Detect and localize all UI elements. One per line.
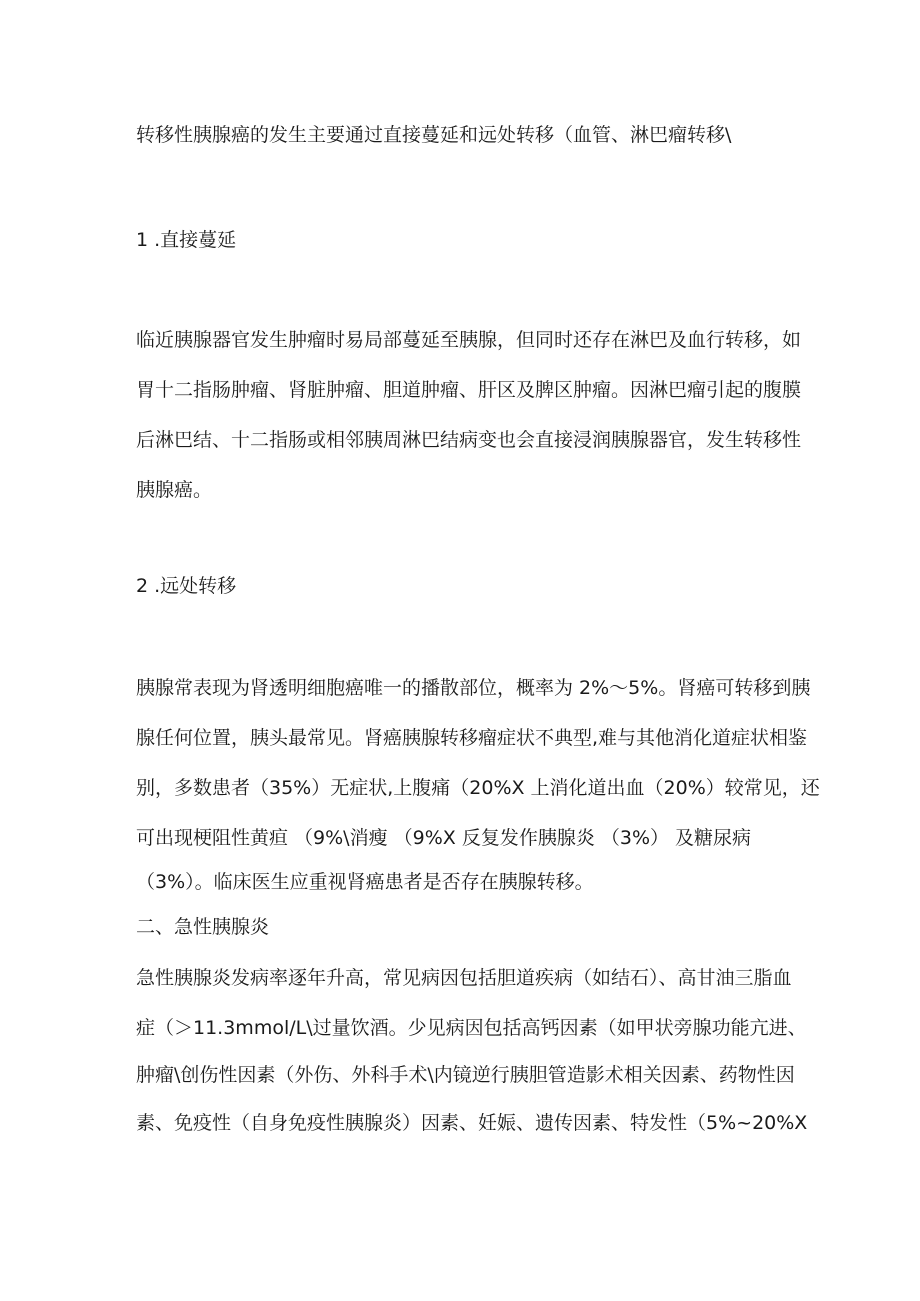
paragraph-line: 肿瘤\创伤性因素（外伤、外科手术\内镜逆行胰胆管造影术相关因素、药物性因 [136, 1064, 795, 1086]
paragraph-line: 素、免疫性（自身免疫性胰腺炎）因素、妊娠、遗传因素、特发性（5%~20%X [136, 1112, 808, 1134]
paragraph-line: 腺任何位置，胰头最常见。肾癌胰腺转移瘤症状不典型,难与其他消化道症状相鉴 [136, 727, 808, 749]
paragraph-line: 临近胰腺器官发生肿瘤时易局部蔓延至胰腺，但同时还存在淋巴及血行转移，如 [136, 329, 802, 351]
intro-line: 转移性胰腺癌的发生主要通过直接蔓延和远处转移（血管、淋巴瘤转移\ [136, 124, 732, 146]
section-heading-direct-spread: 1 .直接蔓延 [136, 229, 237, 251]
paragraph-line: 症（＞11.3mmol/L\过量饮酒。少见病因包括高钙因素（如甲状旁腺功能亢进、 [136, 1017, 807, 1039]
paragraph-line: 胰腺常表现为肾透明细胞癌唯一的播散部位，概率为 2%～5%。肾癌可转移到胰 [136, 677, 811, 699]
paragraph-line: 胃十二指肠肿瘤、肾脏肿瘤、胆道肿瘤、肝区及脾区肿瘤。因淋巴瘤引起的腹膜 [136, 379, 802, 401]
section-heading-distant-metastasis: 2 .远处转移 [136, 575, 237, 597]
section-heading-acute-pancreatitis: 二、急性胰腺炎 [136, 916, 270, 938]
paragraph-line: 胰腺癌。 [136, 479, 213, 501]
paragraph-line: 可出现梗阻性黄疸 （9%\消瘦 （9%X 反复发作胰腺炎 （3%） 及糖尿病 [136, 827, 752, 849]
paragraph-line: （3%）。临床医生应重视肾癌患者是否存在胰腺转移。 [136, 871, 594, 893]
paragraph-line: 别，多数患者（35%）无症状,上腹痛（20%X 上消化道出血（20%）较常见，还 [136, 777, 820, 799]
paragraph-line: 后淋巴结、十二指肠或相邻胰周淋巴结病变也会直接浸润胰腺器官，发生转移性 [136, 429, 802, 451]
paragraph-line: 急性胰腺炎发病率逐年升高，常见病因包括胆道疾病（如结石）、高甘油三脂血 [136, 967, 792, 989]
